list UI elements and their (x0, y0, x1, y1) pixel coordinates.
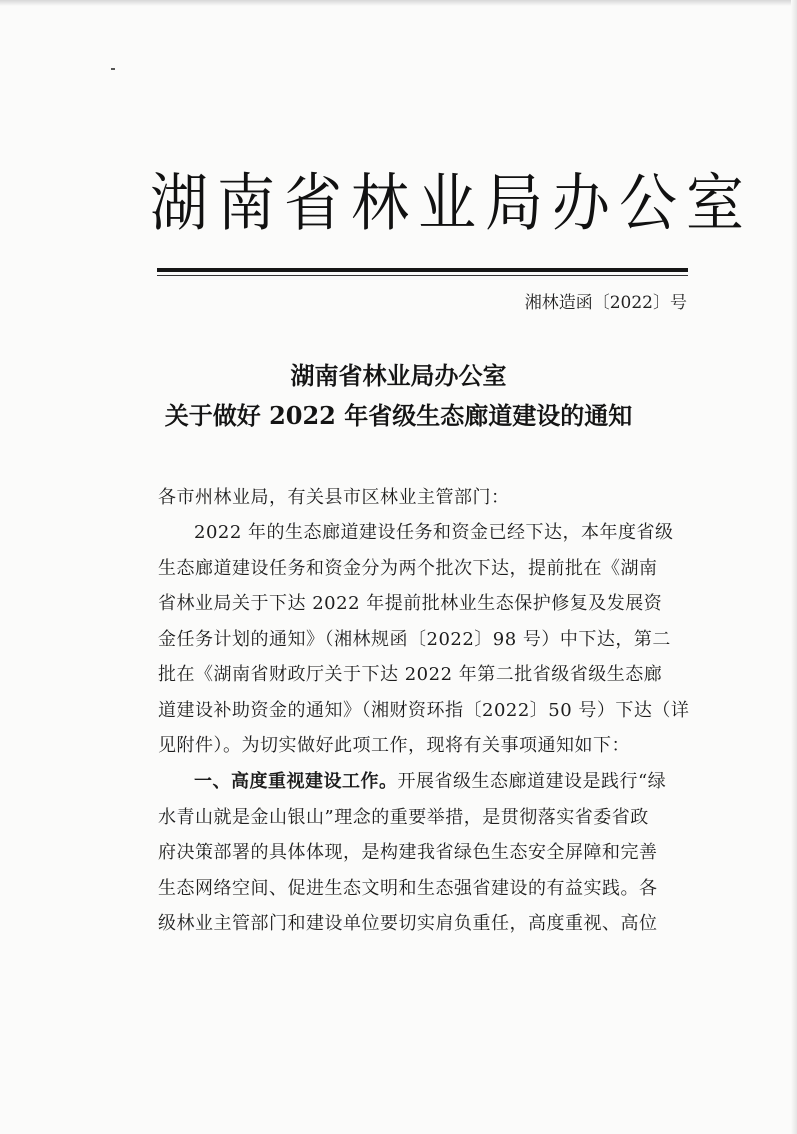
paragraph-2 (158, 765, 678, 943)
letterhead-rule-thin (157, 275, 688, 276)
paragraph-line: 批在《湖南省财政厅关于下达 2022 年第二批省级省级生态廊 (158, 664, 663, 685)
scan-speck (111, 68, 115, 70)
paragraph-1 (158, 516, 690, 765)
paragraph-line: 金任务计划的通知》（湘林规函〔2022〕98 号）中下达，第二 (158, 628, 671, 650)
salutation: 各市州林业局，有关县市区林业主管部门： (158, 487, 510, 508)
paragraph-line: 生态网络空间、促进生态文明和生态强省建设的有益实践。各 (158, 877, 658, 899)
section-heading: 一、高度重视建设工作。 (194, 771, 398, 792)
document-number: 湘林造函〔2022〕号 (524, 293, 687, 313)
paragraph-line: 级林业主管部门和建设单位要切实肩负重任，高度重视、高位 (158, 913, 658, 934)
paragraph-line: 见附件）。为切实做好此项工作，现将有关事项通知如下： (158, 735, 630, 756)
letterhead-rule-thick (157, 268, 688, 272)
paragraph-line: 一、高度重视建设工作。开展省级生态廊道建设是践行“绿 (194, 771, 667, 792)
paragraph-line: 水青山就是金山银山”理念的重要举措，是贯彻落实省委省政 (158, 806, 649, 828)
title-line-1: 湖南省林业局办公室 (290, 361, 507, 390)
paragraph-line: 省林业局关于下达 2022 年提前批林业生态保护修复及发展资 (158, 593, 663, 614)
agency-letterhead: 湖南省林业局办公室 (150, 166, 754, 240)
title-line-2: 关于做好 2022 年省级生态廊道建设的通知 (164, 401, 633, 430)
paragraph-line: 府决策部署的具体体现，是构建我省绿色生态安全屏障和完善 (158, 842, 658, 863)
paragraph-line: 生态廊道建设任务和资金分为两个批次下达，提前批在《湖南 (158, 557, 658, 579)
paragraph-line: 2022 年的生态廊道建设任务和资金已经下达，本年度省级 (194, 522, 674, 543)
paragraph-line: 道建设补助资金的通知》（湘财资环指〔2022〕50 号）下达（详 (158, 699, 690, 721)
